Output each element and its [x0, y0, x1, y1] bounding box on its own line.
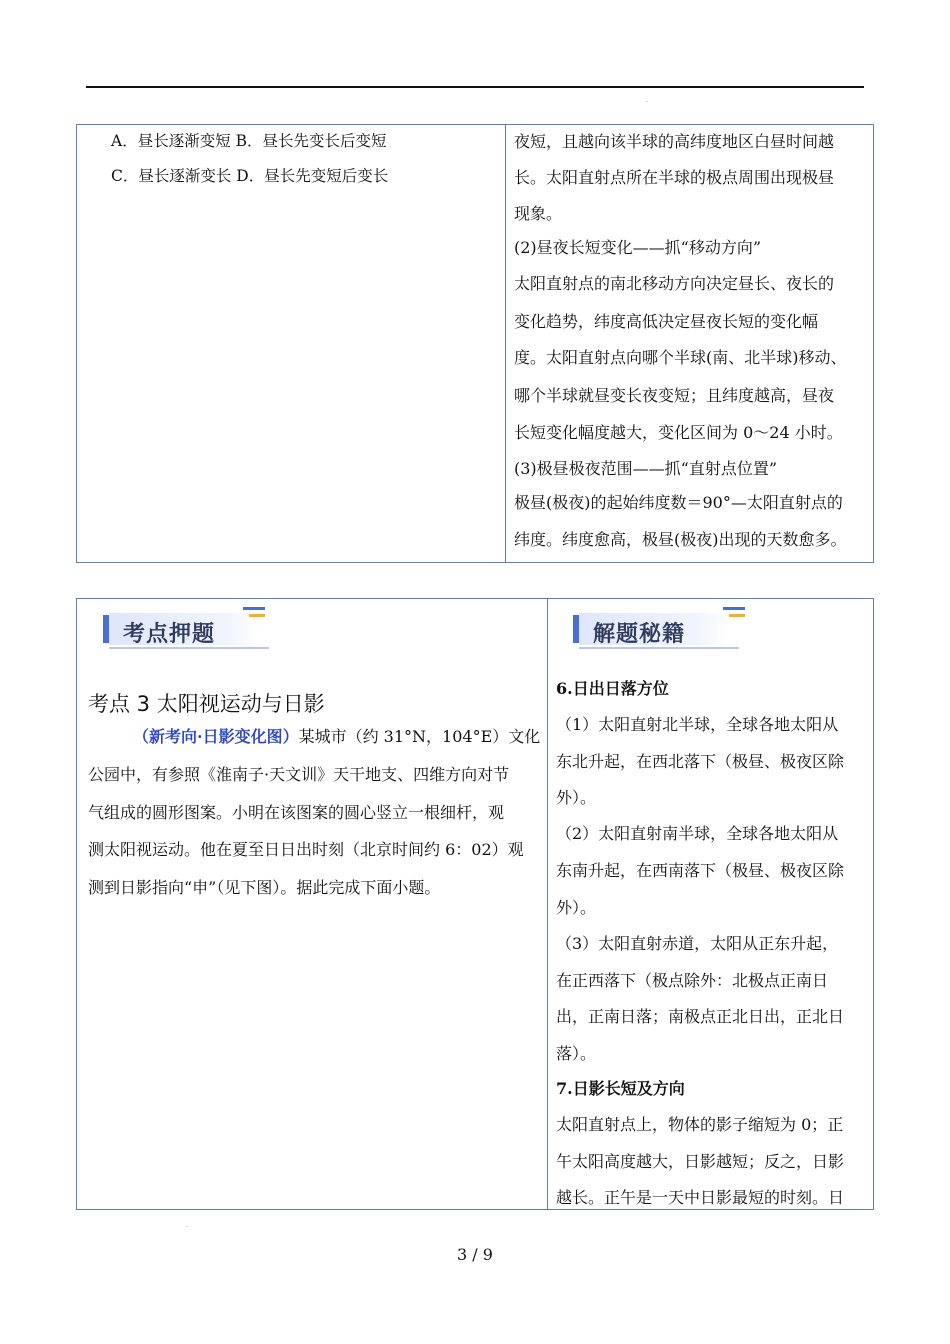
question-line: 测到日影指向“申”（见下图）。据此完成下面小题。 [88, 878, 441, 897]
tips-line: 东北升起，在西北落下（极昼、极夜区除 [556, 752, 845, 771]
tips-line: 落）。 [556, 1044, 597, 1063]
tips-line: 在正西落下（极点除外：北极点正南日 [556, 971, 829, 990]
question-tag: （新考向·日影变化图） [133, 727, 299, 746]
explanation-line: 变化趋势，纬度高低决定昼夜长短的变化幅 [514, 312, 819, 331]
accent-mark [243, 607, 265, 610]
tips-line: 外）。 [556, 898, 597, 917]
explanation-line: 哪个半球就昼变长夜变短；且纬度越高，昼夜 [514, 386, 835, 405]
accent-mark [729, 614, 745, 617]
tips-line: （1）太阳直射北半球，全球各地太阳从 [556, 715, 839, 734]
tips-heading: 6.日出日落方位 [556, 679, 669, 698]
explanation-line: 现象。 [514, 204, 563, 223]
explanation-line: 纬度。纬度愈高，极昼(极夜)出现的天数愈多。 [514, 530, 847, 549]
explanation-line: 夜短，且越向该半球的高纬度地区白昼时间越 [514, 132, 835, 151]
page-number: 3 / 9 [457, 1245, 493, 1264]
banner-underline [109, 647, 269, 649]
banner-underline [579, 647, 739, 649]
column-divider [505, 125, 506, 562]
topic-heading: 考点 3 太阳视运动与日影 [88, 692, 325, 716]
accent-mark [249, 614, 265, 617]
banner-title: 考点押题 [123, 622, 216, 647]
tips-line: （2）太阳直射南半球，全球各地太阳从 [556, 824, 839, 843]
banner-title: 解题秘籍 [593, 622, 686, 647]
tips-line: 东南升起，在西南落下（极昼、极夜区除 [556, 861, 845, 880]
explanation-line: 长。太阳直射点所在半球的极点周围出现极昼 [514, 168, 835, 187]
explanation-subheading: (3)极昼极夜范围——抓“直射点位置” [514, 459, 778, 478]
topic-table [76, 598, 874, 1210]
tips-line: 出，正南日落；南极点正北日出，正北日 [556, 1007, 845, 1026]
header-dot: . [646, 97, 648, 104]
accent-mark [723, 607, 745, 610]
question-line: 测太阳视运动。他在夏至日日出时刻（北京时间约 6：02）观 [88, 840, 524, 859]
tips-line: 外）。 [556, 788, 597, 807]
banner-jieti [573, 607, 773, 647]
tips-line: 太阳直射点上，物体的影子缩短为 0；正 [556, 1115, 844, 1134]
question-line: 气组成的圆形图案。小明在该图案的圆心竖立一根细杆，观 [88, 803, 505, 822]
question-first-line [133, 727, 540, 747]
header-rule [86, 86, 864, 88]
explanation-line: 度。太阳直射点向哪个半球(南、北半球)移动、 [514, 348, 847, 367]
explanation-line: 长短变化幅度越大，变化区间为 0～24 小时。 [514, 423, 843, 442]
tips-line: （3）太阳直射赤道，太阳从正东升起， [556, 934, 839, 953]
option-line-cd: C．昼长逐渐变长 D．昼长先变短后变长 [111, 167, 389, 185]
option-line-ab: A．昼长逐渐变短 B．昼长先变长后变短 [111, 132, 387, 150]
tips-heading: 7.日影长短及方向 [556, 1079, 685, 1098]
explanation-line: 极昼(极夜)的起始纬度数＝90°—太阳直射点的 [514, 493, 843, 512]
banner-kaodian [103, 607, 303, 647]
column-divider [547, 599, 548, 1209]
footer-dot: . [186, 1222, 188, 1229]
explanation-line: 太阳直射点的南北移动方向决定昼长、夜长的 [514, 274, 835, 293]
question-line: 公园中，有参照《淮南子·天文训》天干地支、四维方向对节 [88, 765, 510, 784]
explanation-subheading: (2)昼夜长短变化——抓“移动方向” [514, 238, 762, 257]
question-text: 某城市（约 31°N，104°E）文化 [298, 727, 541, 746]
tips-line: 午太阳高度越大，日影越短；反之，日影 [556, 1152, 845, 1171]
answer-table [76, 124, 874, 563]
tips-line: 越长。正午是一天中日影最短的时刻。日 [556, 1188, 845, 1207]
